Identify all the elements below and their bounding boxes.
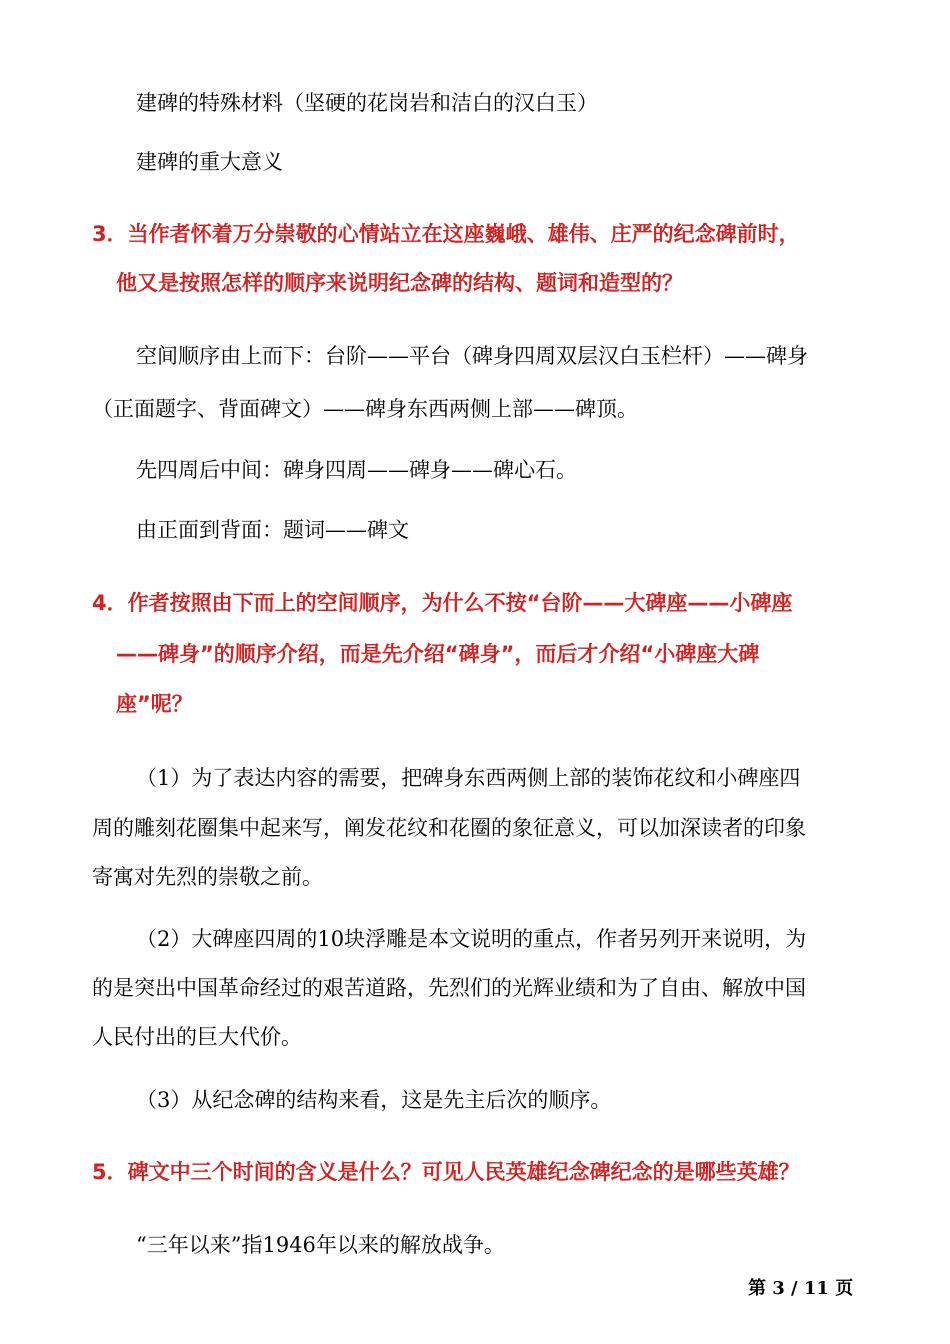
question-3-line-2: 他又是按照怎样的顺序来说明纪念碑的结构、题词和造型的？ (116, 271, 683, 295)
answer-3-line-3: 先四周后中间：碑身四周——碑身——碑心石。 (136, 458, 577, 482)
answer-4-line-3: 寄寓对先烈的崇敬之前。 (92, 865, 323, 889)
answer-line-material: 建碑的特殊材料（坚硬的花岗岩和洁白的汉白玉） (136, 91, 598, 115)
answer-5-line-1: “三年以来”指1946年以来的解放战争。 (136, 1233, 505, 1257)
question-3-line-1: 3．当作者怀着万分崇敬的心情站立在这座巍峨、雄伟、庄严的纪念碑前时， (92, 222, 800, 246)
page-number: 第 3 / 11 页 (748, 1278, 854, 1299)
answer-4-line-1: （1）为了表达内容的需要，把碑身东西两侧上部的装饰花纹和小碑座四 (136, 766, 801, 790)
question-4-line-1: 4．作者按照由下而上的空间顺序，为什么不按“台阶——大碑座——小碑座 (92, 591, 793, 615)
answer-line-significance: 建碑的重大意义 (136, 150, 283, 174)
answer-3-line-1: 空间顺序由上而下：台阶——平台（碑身四周双层汉白玉栏杆）——碑身 (136, 344, 808, 368)
question-5-line-1: 5．碑文中三个时间的含义是什么？可见人民英雄纪念碑纪念的是哪些英雄？ (92, 1160, 800, 1184)
answer-4-line-6: 人民付出的巨大代价。 (92, 1025, 302, 1049)
answer-3-line-4: 由正面到背面：题词——碑文 (136, 518, 409, 542)
answer-4-line-7: （3）从纪念碑的结构来看，这是先主后次的顺序。 (136, 1088, 612, 1112)
question-4-line-3: 座”呢？ (116, 692, 193, 716)
answer-4-line-2: 周的雕刻花圈集中起来写，阐发花纹和花圈的象征意义，可以加深读者的印象 (92, 816, 806, 840)
answer-3-line-2: （正面题字、背面碑文）——碑身东西两侧上部——碑顶。 (92, 397, 638, 421)
answer-4-line-4: （2）大碑座四周的10块浮雕是本文说明的重点，作者另列开来说明，为 (136, 927, 807, 951)
answer-4-line-5: 的是突出中国革命经过的艰苦道路，先烈们的光辉业绩和为了自由、解放中国 (92, 976, 806, 1000)
question-4-line-2: ——碑身”的顺序介绍，而是先介绍“碑身”，而后才介绍“小碑座大碑 (116, 642, 760, 666)
